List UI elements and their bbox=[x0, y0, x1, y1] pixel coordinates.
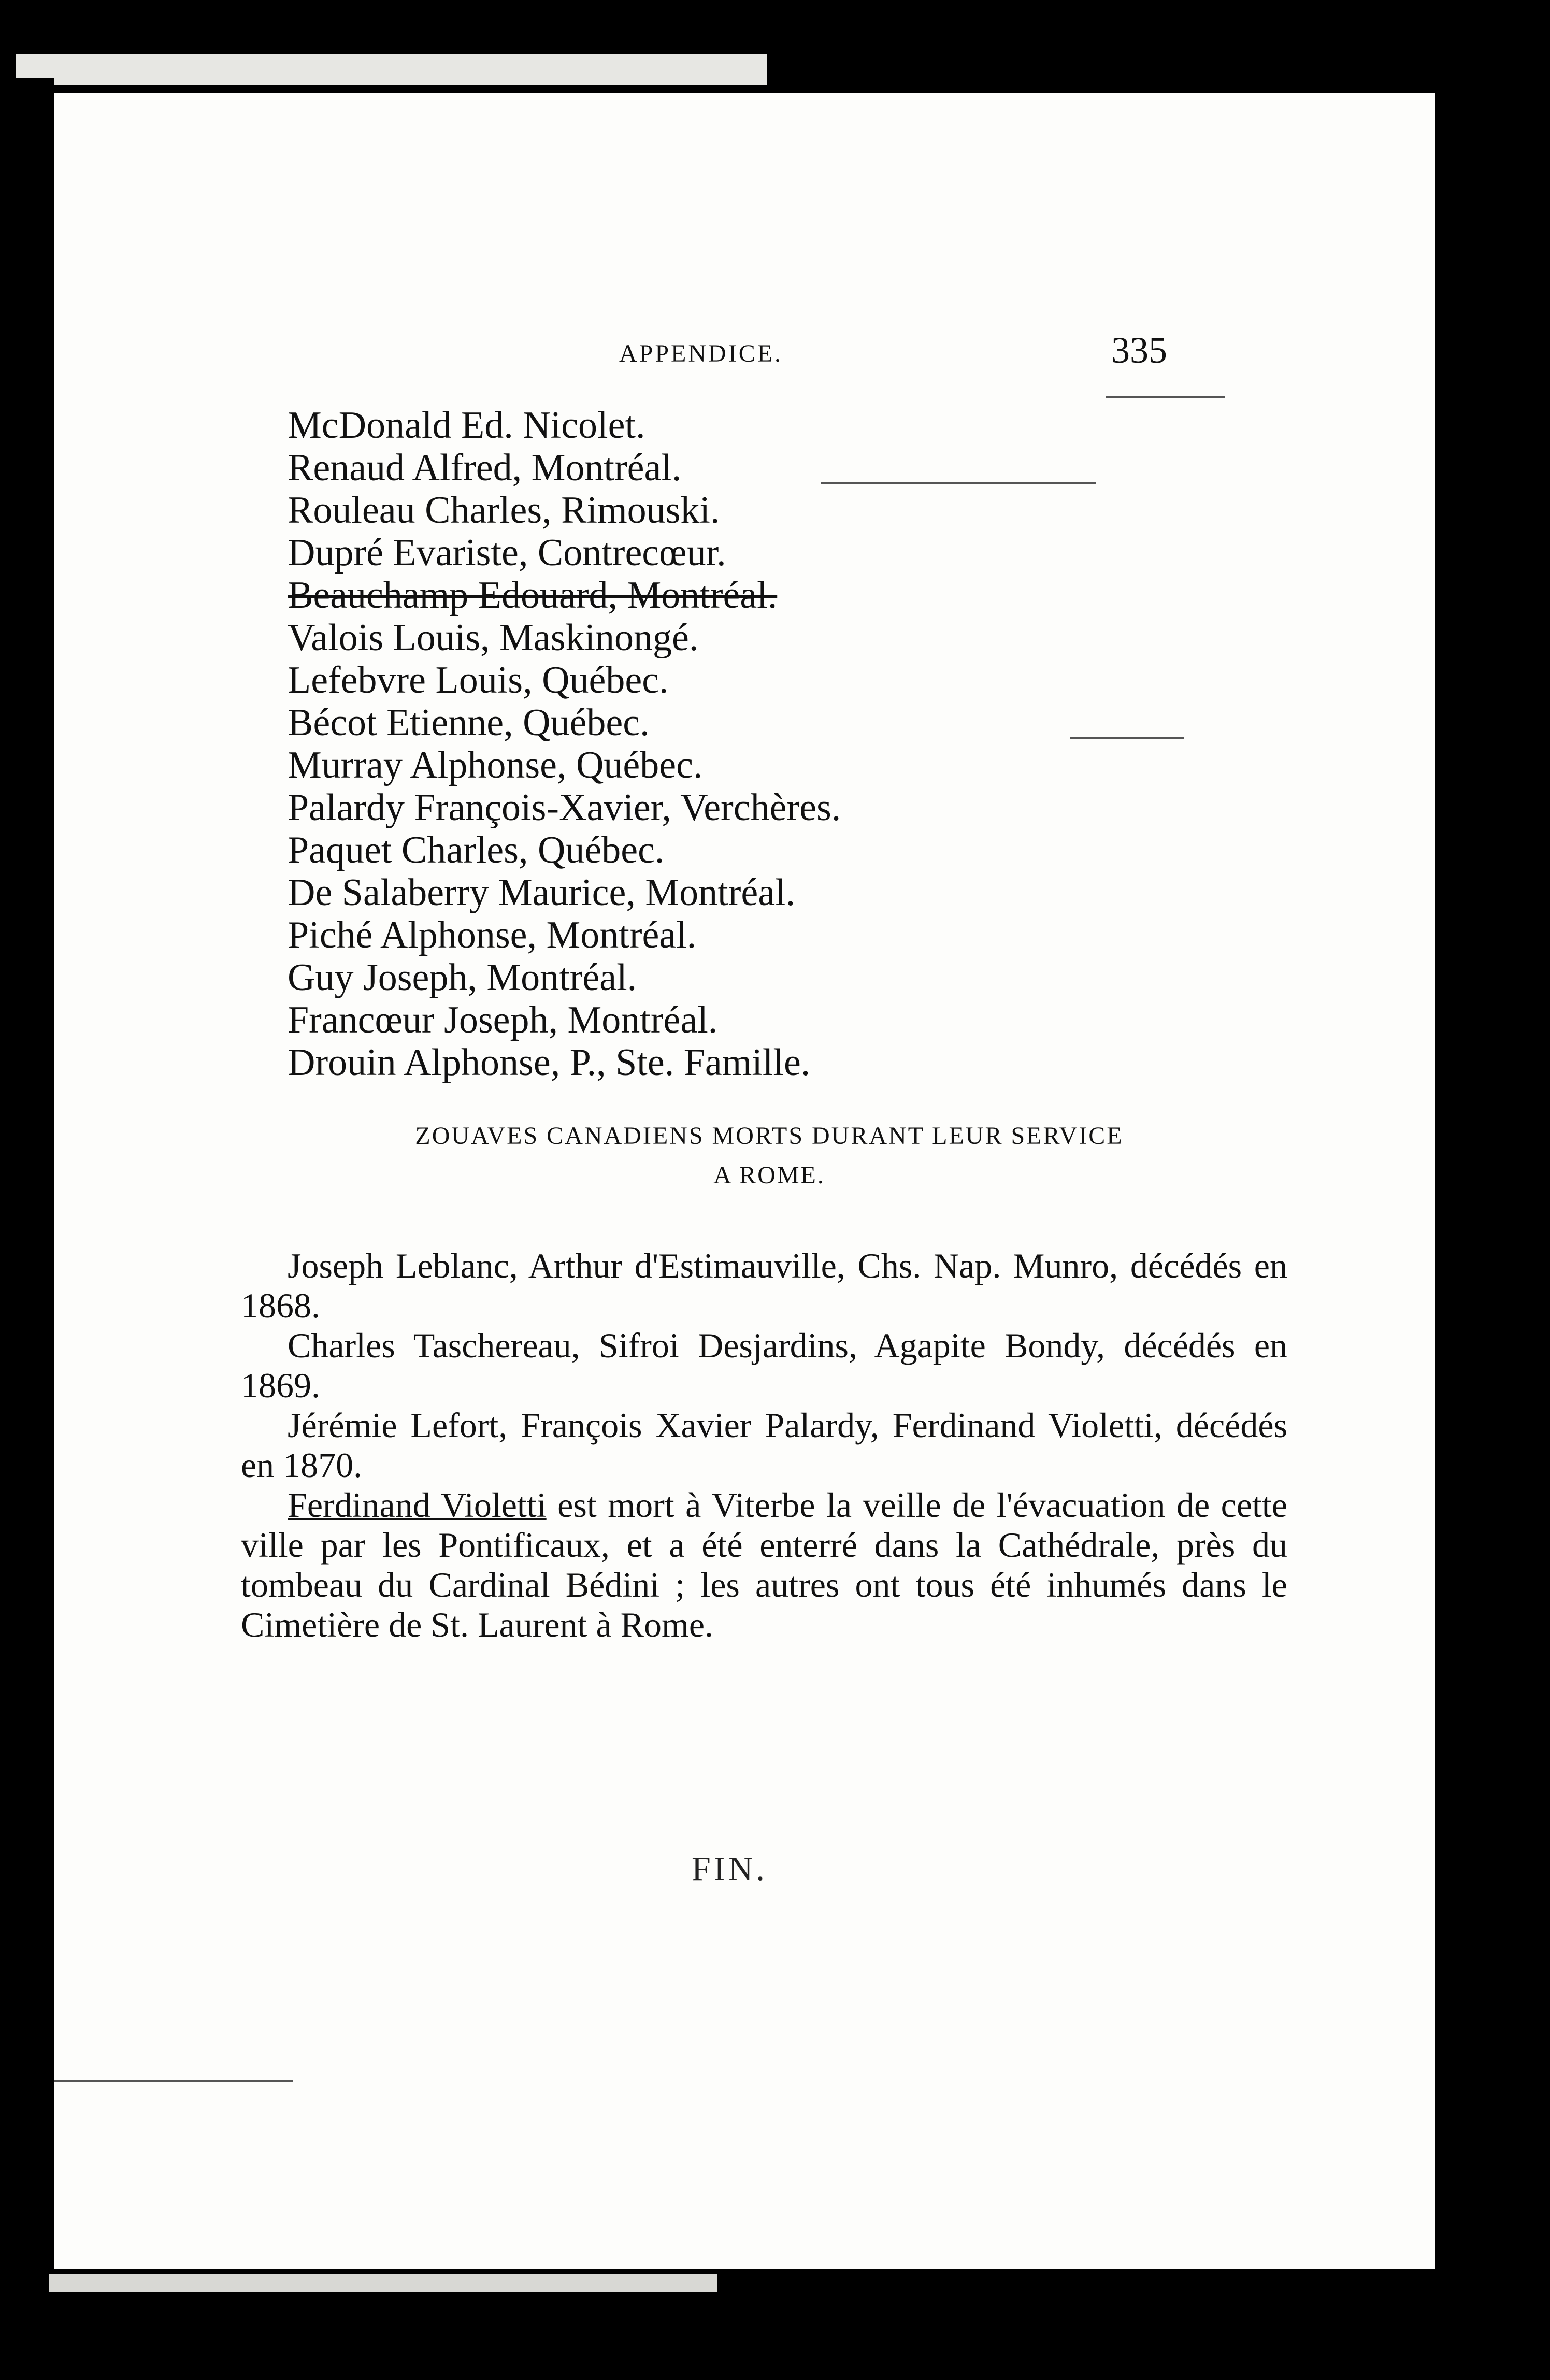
list-item: Guy Joseph, Montréal. bbox=[288, 956, 637, 999]
scan-bottom-strip bbox=[49, 2274, 717, 2292]
paragraph: Jérémie Lefort, François Xavier Palardy, Ferdinand Violetti, décédés en 1870. bbox=[241, 1406, 1287, 1485]
page-number: 335 bbox=[1111, 329, 1167, 371]
scan-bottom-border bbox=[0, 2269, 1550, 2380]
scan-top-border bbox=[0, 0, 1550, 93]
list-item: Paquet Charles, Québec. bbox=[288, 829, 665, 871]
underlined-name: Ferdinand Violetti bbox=[288, 1485, 547, 1525]
scan-right-border bbox=[1435, 78, 1550, 2380]
scan-top-strip bbox=[16, 54, 767, 85]
running-head: APPENDICE. bbox=[619, 340, 783, 367]
list-item: Valois Louis, Maskinongé. bbox=[288, 616, 699, 659]
paragraph: Joseph Leblanc, Arthur d'Estimauville, Chs. Nap. Munro, décédés en 1868. bbox=[241, 1246, 1287, 1325]
closing-fin: FIN. bbox=[692, 1850, 768, 1888]
list-item: Renaud Alfred, Montréal. bbox=[288, 447, 682, 489]
pencil-line bbox=[1070, 737, 1184, 739]
pencil-line bbox=[1106, 396, 1225, 398]
list-item: Piché Alphonse, Montréal. bbox=[288, 914, 697, 956]
list-item: Lefebvre Louis, Québec. bbox=[288, 659, 669, 701]
scan-left-border bbox=[0, 78, 54, 2380]
book-page bbox=[54, 93, 1435, 2295]
body-text bbox=[241, 1246, 1287, 1645]
paragraph bbox=[241, 1485, 1287, 1645]
section-title-line-2: A ROME. bbox=[713, 1162, 825, 1189]
list-item: Murray Alphonse, Québec. bbox=[288, 744, 703, 786]
list-item: Drouin Alphonse, P., Ste. Famille. bbox=[288, 1041, 811, 1084]
list-item: Bécot Etienne, Québec. bbox=[288, 701, 650, 744]
section-title-line-1: ZOUAVES CANADIENS MORTS DURANT LEUR SERVICE bbox=[415, 1122, 1124, 1150]
pencil-line bbox=[54, 2080, 293, 2082]
page-header bbox=[54, 329, 1435, 376]
list-item: Francœur Joseph, Montréal. bbox=[288, 999, 718, 1041]
list-item: Palardy François-Xavier, Verchères. bbox=[288, 786, 841, 829]
paragraph: Charles Taschereau, Sifroi Desjardins, Agapite Bondy, décédés en 1869. bbox=[241, 1326, 1287, 1405]
paragraph-text: est mort à Viterbe la veille de l'évacuation de cette ville par les Pontificaux, et a été enterré dans la Cathédrale, près du tombeau du Cardinal Bédini ; les autres ont tous été inhumés dans le Cimetière de St. Laurent à Rome. bbox=[241, 1485, 1287, 1644]
list-item-struck: Beauchamp Edouard, Montréal. bbox=[288, 574, 778, 616]
list-item: De Salaberry Maurice, Montréal. bbox=[288, 871, 796, 914]
list-item: Rouleau Charles, Rimouski. bbox=[288, 489, 720, 532]
section-title bbox=[251, 1116, 1287, 1195]
list-item: Dupré Evariste, Contrecœur. bbox=[288, 532, 726, 574]
pencil-line bbox=[821, 482, 1096, 484]
list-item: McDonald Ed. Nicolet. bbox=[288, 404, 645, 447]
name-list bbox=[288, 404, 841, 1084]
